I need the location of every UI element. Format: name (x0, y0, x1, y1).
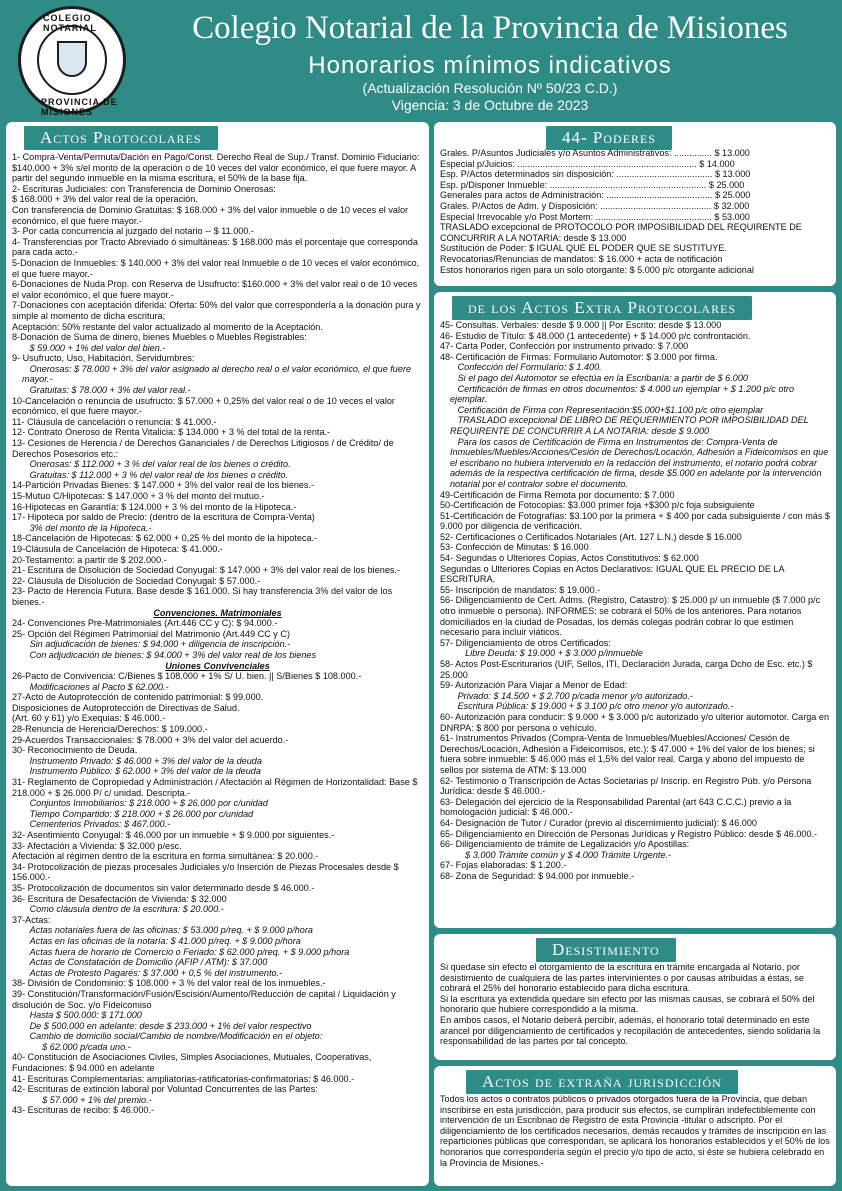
text-line: 40- Constitución de Asociaciones Civiles, Simples Asociaciones, Mutuales, Cooperativas, Fundaciones: $ 94.000 en adelante (12, 1052, 374, 1074)
text-line: 25- Opción del Régimen Patrimonial del Matrimonio (Art.449 CC y C) (12, 628, 290, 639)
page-title: Colegio Notarial de la Provincia de Misiones (192, 10, 788, 46)
text-line: Si quedase sin efecto el otorgamiento de la escritura en trámite encargada al Notario, por desistimiento de cualquiera de las partes intervinientes o por causas atribuidas a éstas, se cobrará el 25% del honorario establecido para dicha escritura. (440, 962, 807, 994)
text-line: Confección del Formulario: $ 1.400. (450, 362, 602, 373)
text-line: Onerosas: $ 112.000 + 3 % del valor real de los bienes o crédito. (22, 459, 291, 470)
header (0, 0, 842, 118)
text-line: Actas en las oficinas de la notaría: $ 41.000 p/req. + $ 9.000 p/hora (22, 935, 301, 946)
section-title: Actos Protocolares (22, 124, 220, 152)
text-line: 52- Certificaciones o Certificados Notariales (Art. 127 L.N.) desde $ 16.000 (440, 531, 742, 542)
text-line: Revocatorias/Renuncias de mandatos: $ 16.000 + acta de notificación (440, 253, 723, 264)
text-line: Libre Deuda: $ 19.000 + $ 3.000 p/inmueble (450, 648, 643, 659)
text-line: 66- Diligenciamiento de trámite de Legalización y/o Apostillas: (440, 839, 690, 850)
text-line: 43- Escrituras de recibo: $ 46.000.- (12, 1105, 155, 1116)
extrana-jurisdiccion-panel (434, 1066, 836, 1186)
text-line: De $ 500.000 en adelante: desde $ 233.000 + 1% del valor respectivo (22, 1020, 312, 1031)
section-body (434, 148, 836, 275)
text-line: 60- Autorización para conducir: $ 9.000 + $ 3.000 p/c autorizado y/o ulterior automotor. Carga en DNRPA: $ 800 por persona o vehículo. (440, 711, 832, 733)
text-line: Uniones Convivenciales (165, 660, 270, 671)
text-line: $ 168.000 + 3% del valor real de la operación. (12, 194, 198, 205)
text-line: Tiempo Compartido: $ 218.000 + $ 26.000 por c/unidad (22, 808, 254, 819)
text-line: 32- Asentimiento Conyugal: $ 46.000 por un inmueble + $ 9.000 por siguientes.- (12, 830, 335, 840)
text-line: 5-Donacion de Inmuebles: $ 140.000 + 3% del valor real Inmueble o de 10 veces el valor económico, el que fuere mayor.- (12, 257, 422, 279)
extra-protocolares-panel (434, 292, 836, 928)
text-line: 59- Autorización Para Viajar a Menor de Edad: (440, 680, 628, 691)
text-line: Convenciones. Matrimoniales (153, 607, 282, 618)
text-line: Disposiciones de Autoprotección de Directivas de Salud. (12, 702, 240, 713)
text-line: Actas de Protesto Pagarés: $ 37.000 + 0,5 % del instrumento.- (22, 967, 283, 978)
text-line: Como cláusula dentro de la escritura: $ 20.000.- (22, 904, 224, 915)
text-line: 15-Mutuo C/Hipotecas: $ 147.000 + 3 % del monto del mutuo.- (12, 491, 265, 501)
text-line: Segundas o Ulteriores Copias en Actos Declarativos: IGUAL QUE EL PRECIO DE LA ESCRITURA. (440, 563, 787, 585)
logo-text-top: COLEGIO NOTARIAL (43, 13, 97, 33)
text-line: 27-Acto de Autoprotección de contenido patrimonial: $ 99.000. (12, 692, 264, 703)
text-line: 21- Escritura de Disolución de Sociedad Conyugal: $ 147.000 + 3% del valor real de los bienes.- (12, 565, 400, 576)
text-line: 37-Actas: (12, 914, 51, 925)
text-line: $ 59.000 + 1% del valor del bien.- (22, 342, 166, 353)
text-line: 13- Cesiones de Herencia / de Derechos Gananciales / de Derechos Litigiosos / de Crédito/ de Derechos Posesorios etc.: (12, 438, 397, 459)
section-title: de los Actos Extra Protocolares (450, 294, 754, 322)
text-line: 53- Confección de Minutas: $ 16.000 (440, 542, 589, 553)
text-line: Modificaciones al Pacto $ 62.000.- (22, 681, 169, 692)
text-line: 42- Escrituras de extinción laboral por Voluntad Concurrentes de las Partes: (12, 1084, 318, 1095)
text-line: 36- Escritura de Desafectación de Vivienda: $ 32.000 (12, 893, 227, 904)
text-line: Certificación de firmas en otros documentos: $ 4.000 un ejemplar + $ 1.200 p/c otro ejemplar. (450, 383, 797, 405)
text-line: 26-Pacto de Convivencia: C/Bienes $ 108.000 + 1% S/ U. bien. || S/Bienes $ 108.000.- (12, 671, 362, 682)
text-line: 19-Cláusula de Cancelación de Hipoteca: $ 41.000.- (12, 543, 223, 554)
section-body (6, 152, 429, 1116)
text-line: 16-Hipotecas en Garantía: $ 124.000 + 3 % del monto de la Hipoteca.- (12, 501, 297, 512)
validity-date: Vigencia: 3 de Octubre de 2023 (391, 97, 589, 113)
text-line: 31- Reglamento de Copropiedad y Administración / Afectación al Régimen de Horizontalidad: Base $ 218.000 + $ 26.000 P/ c/ unidad. Descripta.- (12, 777, 420, 798)
text-line: 12- Contrato Oneroso de Renta Vitalicia: $ 134.000 + 3 % del total de la renta.- (12, 427, 331, 438)
text-line: $ 62.000 p/cada uno.- (22, 1041, 131, 1052)
section-title: Desistimiento (534, 936, 678, 964)
text-line: 45- Consultas. Verbales: desde $ 9.000 || Por Escrito: desde $ 13.000 (440, 320, 722, 330)
text-line: Conjuntos Inmobiliarios: $ 218.000 + $ 26.000 por c/unidad (22, 798, 268, 809)
colegio-seal-logo (18, 6, 126, 117)
text-line: 30- Reconocimiento de Deuda. (12, 745, 138, 756)
text-line: 50-Certificación de Fotocopias: $3.000 primer foja +$300 p/c foja subsiguiente (440, 500, 755, 511)
text-line: 48- Certificación de Firmas: Formulario Automotor: $ 3.000 por firma. (440, 351, 718, 362)
text-line: Sin adjudicación de bienes: $ 94.000 + diligencia de inscripción.- (22, 639, 291, 650)
text-line: 34- Protocolización de piezas procesales Judiciales y/o Inserción de Piezas Procesales desde $ 156.000.- (12, 861, 402, 883)
text-line: 3% del monto de la Hipoteca.- (22, 522, 152, 533)
text-line: Con transferencia de Dominio Gratuitas: $ 168.000 + 3% del valor inmueble o de 10 veces el valor económico, el que fuere mayor.- (12, 204, 411, 226)
text-line: Cambio de domicilio social/Cambio de nombre/Modificación en el objeto: (22, 1031, 323, 1042)
resolution-note: (Actualización Resolución Nº 50/23 C.D.) (362, 80, 618, 96)
text-line: Afectación al régimen dentro de la escritura en forma simultánea: $ 20.000.- (12, 851, 319, 862)
text-line: Instrumento Privado: $ 46.000 + 3% del valor de la deuda (22, 755, 262, 766)
text-line: (Art. 60 y 61) y/o Exequias: $ 46.000.- (12, 713, 166, 724)
text-line: Todos los actos o contratos públicos o privados otorgados fuera de la Provincia, que deban inscribirse en esta jurisdicción, para producir sus efectos, se cumplirán indefectiblemente con intervención de un Escribnao de Registro de esta Provincia -titular o adscripto. Por el diligenciamiento de los certificados necesarios, demás recaudos y trámites de inscripción en las reparticiones públicas que correspondan, se aplicará los honorarios establecidos y el 50% de los honorarios que correspondería según el precio y/o tipo de acto, si éste se hubiera celebrado en la Provincia de Misiones.- (440, 1094, 833, 1168)
text-line: 10-Cancelación o renuncia de usufructo: $ 57.000 + 0,25% del valor real o de 10 veces el valor económico, el que fuere mayor.- (12, 395, 398, 417)
text-line: Instrumento Público: $ 62.000 + 3% del valor de la deuda (22, 766, 261, 777)
text-line: Si el pago del Automotor se efectúa en la Escribanía: a partir de $ 6.000 (450, 372, 748, 383)
text-line: Privado: $ 14.500 + $ 2.700 p/cada menor y/o autorizado.- (450, 690, 693, 701)
poderes-panel (434, 122, 836, 286)
text-line: 56- Diligenciamiento de Cert. Adms. (Registro, Catastro): $ 25.000 p/ un inmueble ($ 7.000 p/c otro inmueble o persona). INFORMES: se cobrará el 50% de los anteriores. Para notarios domiciliados en la ciudad de Posadas, los demás colegas podrán cobrar lo que estimen necesario para incluir viáticos. (440, 595, 823, 638)
text-line: Cementerios Privados: $ 467.000.- (22, 819, 171, 830)
text-line: 47- Carta Poder, Confección por instrumento privado: $ 7.000 (440, 341, 689, 352)
text-line: 18-Cancelación de Hipotecas: $ 62.000 + 0,25 % del monto de la hipoteca.- (12, 533, 318, 544)
section-title: Actos de extraña jurisdicción (464, 1068, 740, 1096)
text-line: Especial p/Juicios: ....................................................................... $ 14.000 (440, 158, 735, 169)
text-line: Especial Irrevocable y/o Post Mortem: .............................................. $ 53.000 (440, 211, 750, 222)
text-line: 46- Estudio de Título: $ 48.000 (1 antecedente) + $ 14.000 p/c confrontación. (440, 330, 751, 341)
text-line: Grales. P/Actos de Adm. y Disposición: ............................................ $ 32.000 (440, 200, 750, 211)
text-line: 58- Actos Post-Escriturarios (UIF, Sellos, ITI, Declaración Jurada, carga Dcho de Esc. etc.) $ 25.000 (440, 659, 816, 680)
text-line: 14-Partición Privadas Bienes: $ 147.000 + 3% del valor real de los bienes.- (12, 480, 315, 491)
text-line: 17- Hipoteca por saldo de Precio: (dentro de la escritura de Compra-Venta) (12, 512, 315, 523)
text-line: 24- Convenciones Pre-Matrimoniales (Art.446 CC y C): $ 94.000.- (12, 618, 278, 629)
text-line: 9- Usufructo, Uso, Habitación, Servidumbres: (12, 353, 195, 364)
text-line: 1- Compra-Venta/Permuta/Dación en Pago/Const. Derecho Real de Sup./ Transf. Dominio Fiduciario: $140.000 + 3% s/el monto de la operación o de 10 veces del valor económico, el que fuere mayor. A partir del segundo inmueble en la misma escritura, el 50% de la base fija. (12, 152, 422, 184)
text-line: 3- Por cada concurrencia al juzgado del notario -- $ 11.000.- (12, 226, 254, 237)
text-line: 55- Inscripción de mandatos: $ 19.000.- (440, 584, 601, 595)
text-line: Actas notariales fuera de las oficinas: $ 53.000 p/req. + $ 9.000 p/hora (22, 925, 313, 936)
text-line: Esp. P/Actos determinados sin disposición: ...................................... $ 13.000 (440, 169, 751, 180)
logo-text-bottom: PROVINCIA DE MISIONES (41, 97, 118, 117)
text-line: $ 3.000 Trámite común y $ 4.000 Trámite Urgente.- (450, 849, 672, 860)
text-line: 11- Cláusula de cancelación o renuncia: $ 41.000.- (12, 416, 217, 427)
text-line: TRASLADO excepcional DE LIBRO DE REQUERIMIENTO POR IMPOSIBILIDAD DEL REQUIRENTE DE CONCURRIR A LA NOTARIA: desde $ 9.000 (450, 415, 812, 436)
text-line: Escritura Pública: $ 19.000 + $ 3.100 p/c otro menor y/o autorizado.- (450, 701, 734, 712)
text-line: Certificación de Firma con Representación:$5.000+$1.100 p/c otro ejemplar (450, 404, 764, 415)
text-line: 38- División de Condominio: $ 108.000 + 3 % del valor real de los inmuebles.- (12, 978, 326, 989)
text-line: 7-Donaciones con aceptación diferida: Oferta: 50% del valor que correspondería a la donación pura y simple al momento de dicha escritura; (12, 300, 423, 321)
text-line: 65- Diligenciamiento en Dirección de Personas Jurídicas y Registro Público: desde $ 46.000.- (440, 828, 818, 839)
text-line: Generales para actos de Administración: .......................................... $ 25.000 (440, 190, 751, 201)
text-line: 28-Renuncia de Herencia/Derechos: $ 109.000.- (12, 724, 208, 735)
text-line: Para los casos de Certificación de Firma en Instrumentos de: Compra-Venta de Inmuebles/Muebles/Acciones/Cesión de Derechos/Locación, Adhesión a Fideicomisos en que el escribano no hubiera intervenido en la redacción del instrumento, el notario podrá cobrar además de la respectiva certificación de firma, desde $5.000 en adelante por la intervención notarial por el contralor sobre el documento. (450, 436, 831, 489)
text-line: Si la escritura ya extendida quedare sin efecto por las mismas causas, se cobrará el 50% del honorario que hubiere correspondido a la misma. (440, 993, 818, 1015)
text-line: 63- Delegación del ejercicio de la Responsabilidad Parental (art 643 C.C.C.) previo a la homologación judicial: $ 46.000.- (440, 796, 794, 818)
text-line: Sustitución de Poder: $ IGUAL QUE EL PODER QUE SE SUSTITUYE. (440, 243, 727, 254)
text-line: Actas fuera de horario de Comercio o Feriado: $ 62.000 p/req. + $ 9.000 p/hora (22, 946, 350, 957)
text-line: Hasta $ 500.000: $ 171.000 (22, 1010, 142, 1021)
shield-icon (57, 41, 87, 77)
text-line: 20-Testamento: a partir de $ 202.000.- (12, 554, 167, 565)
text-line: Gratuitas: $ 112.000 + 3 % del valor real de los bienes o crédito. (22, 469, 288, 480)
text-line: 67- Fojas elaboradas: $ 1.200.- (440, 860, 567, 871)
text-line: 39- Constitución/Transformación/Fusión/Escisión/Aumento/Reducción de capital / Liquidación y disolución de Soc. y/o Fideicomiso (12, 988, 399, 1010)
text-line: 68- Zona de Seguridad: $ 94.000 por inmueble.- (440, 870, 635, 881)
text-line: Aceptación: 50% restante del valor actualizado al momento de la Aceptación. (12, 321, 323, 332)
text-line: 6-Donaciones de Nuda Prop. con Reserva de Usufructo: $160.000 + 3% del valor real o de 10 veces el valor económico, el que fuere mayor.- (12, 279, 420, 300)
text-line: 54- Segundas o Ulteriores Copias, Actos Constitutivos: $ 62.000 (440, 553, 699, 564)
text-line: Estos honorarios rigen para un solo otorgante: $ 5.000 p/c otorgante adicional (440, 264, 754, 275)
text-line: 29-Acuerdos Transaccionales: $ 78.000 + 3% del valor del acuerdo.- (12, 734, 289, 745)
section-body (434, 1094, 836, 1168)
text-line: 51-Certificación de Fotografías: $3.100 por la primera + $ 400 por cada subsiguiente / con más $ 9.000 por diligencia de verificación. (440, 510, 833, 532)
section-title: 44- Poderes (544, 124, 674, 152)
text-line: 35- Protocolización de documentos sin valor determinado desde $ 46.000.- (12, 882, 315, 893)
actos-protocolares-panel (6, 122, 429, 1186)
text-line: En ambos casos, el Notario deberá percibir, además, el honorario total determinado en este arancel por diligenciamiento de certificados y recopilación de antecedentes, siendo solidaria la responsabilidad de las partes por tal concepto. (440, 1014, 823, 1047)
text-line: 33- Afectación a Vivienda: $ 32.000 p/esc. (12, 840, 182, 851)
text-line: 64- Designación de Tutor / Curador (previo al discernimiento judicial): $ 46.000 (440, 817, 757, 828)
text-line: Esp. p/Disponer Inmueble: .............................................................. $ 25.000 (440, 179, 745, 190)
text-line: Actas de Constatación de Domicilio (AFIP / ATM): $ 37.000 (22, 957, 268, 968)
text-line: 22- Cláusula de Disolución de Sociedad Conyugal: $ 57.000.- (12, 575, 261, 586)
text-line: 8-Donación de Suma de dinero, bienes Muebles o Muebles Registrables: (12, 332, 307, 343)
text-line: Grales. P/Asuntos Judiciales y/o Asuntos Administrativos: ............... $ 13.000 (440, 148, 750, 158)
text-line: 57- Diligenciamiento de otros Certificados: (440, 637, 611, 648)
text-line: Onerosas: $ 78.000 + 3% del valor asignado al derecho real o el valor económico, el que fuere mayor.- (22, 363, 414, 385)
text-line: Gratuitas: $ 78.000 + 3% del valor real.- (22, 385, 191, 396)
text-line: 4- Transferencias por Tracto Abreviado ó simultáneas: $ 168.000 más el porcentaje que corresponda para cada acto.- (12, 236, 421, 258)
text-line: 23- Pacto de Herencia Futura. Base desde $ 161.000. Si hay transferencia 3% del valor de los bienes.- (12, 586, 395, 607)
section-body (434, 962, 836, 1047)
text-line: 62- Testimonio o Transcripción de Actas Societarias p/ Inscrip. en Registro Púb. y/o Persona Jurídica: desde $ 46.000.- (440, 775, 814, 797)
page-subtitle: Honorarios mínimos indicativos (308, 52, 672, 79)
text-line: 41- Escrituras Complementarias: ampliatorias-ratificatorias-confirmatorias: $ 46.000.- (12, 1073, 355, 1084)
section-body (434, 320, 836, 881)
text-line: 49-Certificación de Firma Remota por documento: $ 7.000 (440, 489, 675, 500)
desistimiento-panel (434, 934, 836, 1060)
text-line: 2- Escrituras Judiciales: con Transferencia de Dominio Onerosas: (12, 183, 276, 194)
text-line: Con adjudicación de bienes: $ 94.000 + 3% del valor real de los bienes (22, 649, 316, 660)
text-line: TRASLADO excepcional de PROTOCOLO POR IMPOSIBILIDAD DEL REQUIRENTE DE CONCURRIR A LA NOTARIA: desde $ 13.000 (440, 222, 805, 243)
text-line: $ 57.000 + 1% del premio.- (22, 1094, 152, 1105)
text-line: 61- Instrumentos Privados (Compra-Venta de Inmuebles/Muebles/Acciones/ Cesión de Derechos/Locación, Adhesión a Fideicomisos, etc.): $ 47.000 + 1% del valor de los bienes; si fuera sobre inmueble: $ 46.000 más el 1,5% del valor real. Carga y abono del impuesto de sellos por sistema de ATM: $ 13.000 (440, 733, 818, 775)
